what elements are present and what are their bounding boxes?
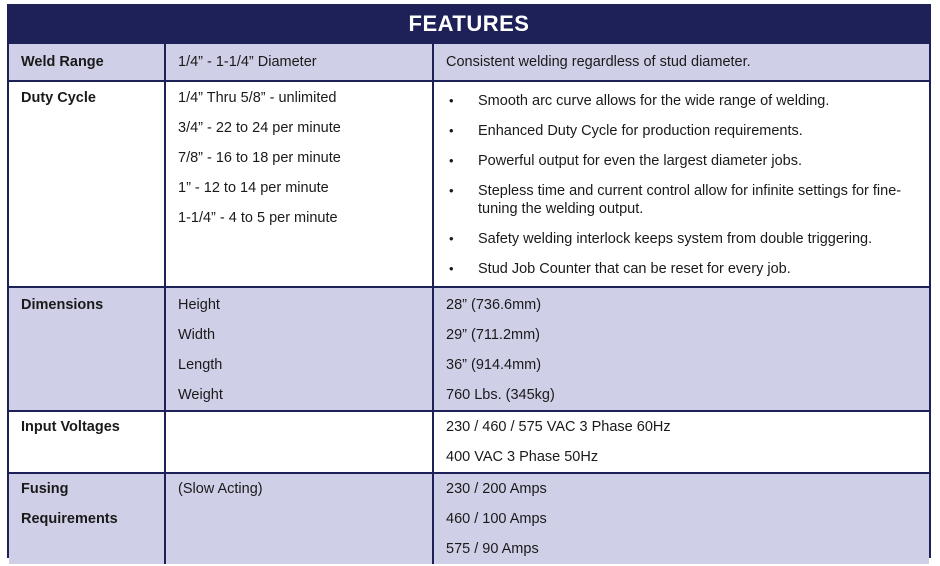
bullet-icon: • (449, 261, 454, 276)
feature-item: • Stud Job Counter that can be reset for every job. (449, 261, 791, 277)
weld-range-description: Consistent welding regardless of stud diameter. (433, 44, 929, 81)
fuse-value: 230 / 200 Amps (446, 481, 547, 497)
duty-cycle-label: Duty Cycle (9, 81, 165, 287)
duty-cycle-specs (165, 81, 433, 287)
dimension-value: 760 Lbs. (345kg) (446, 387, 555, 403)
feature-item: • Powerful output for even the largest diameter jobs. (449, 153, 803, 169)
dimension-name: Height (178, 297, 220, 313)
dimension-value: 29” (711.2mm) (446, 327, 541, 343)
spec-table (9, 44, 929, 564)
feature-item: • Smooth arc curve allows for the wide range of welding. (449, 93, 830, 109)
weld-range-spec: 1/4” - 1-1/4” Diameter (165, 44, 433, 81)
dimension-value: 36” (914.4mm) (446, 357, 542, 373)
weld-range-label: Weld Range (9, 44, 165, 81)
bullet-icon: • (449, 183, 454, 198)
dimensions-label: Dimensions (9, 287, 165, 411)
dimension-name: Width (178, 327, 216, 343)
row-fusing-requirements (9, 473, 929, 564)
fuse-value: 460 / 100 Amps (446, 511, 547, 527)
bullet-icon: • (449, 231, 454, 246)
input-voltages-label: Input Voltages (9, 411, 165, 473)
voltage-value: 400 VAC 3 Phase 50Hz (446, 449, 599, 465)
duty-spec-line: 3/4” - 22 to 24 per minute (178, 120, 341, 136)
dimension-value: 28” (736.6mm) (446, 297, 542, 313)
row-weld-range (9, 44, 929, 81)
features-table (7, 4, 931, 558)
fusing-label: Fusing Requirements (9, 473, 165, 564)
features-title: FEATURES (9, 6, 929, 44)
duty-spec-line: 1/4” Thru 5/8” - unlimited (178, 90, 337, 106)
dimension-name: Length (178, 357, 223, 373)
feature-item: • Enhanced Duty Cycle for production requirements. (449, 123, 803, 139)
bullet-icon: • (449, 153, 454, 168)
duty-spec-line: 7/8” - 16 to 18 per minute (178, 150, 341, 166)
row-duty-cycle (9, 81, 929, 287)
row-dimensions (9, 287, 929, 411)
fusing-note: (Slow Acting) (165, 473, 433, 564)
dimensions-values (433, 287, 929, 411)
row-input-voltages (9, 411, 929, 473)
dimensions-names (165, 287, 433, 411)
feature-item: • Stepless time and current control allow for infinite settings for fine-tuning the welding output. (449, 183, 902, 217)
input-voltages-values (433, 411, 929, 473)
duty-cycle-features (433, 81, 929, 287)
fusing-values (433, 473, 929, 564)
feature-list (446, 88, 917, 278)
duty-spec-line: 1-1/4” - 4 to 5 per minute (178, 210, 338, 226)
feature-item: • Safety welding interlock keeps system from double triggering. (449, 231, 873, 247)
voltage-value: 230 / 460 / 575 VAC 3 Phase 60Hz (446, 419, 671, 435)
duty-spec-line: 1” - 12 to 14 per minute (178, 180, 329, 196)
fuse-value: 575 / 90 Amps (446, 541, 539, 557)
bullet-icon: • (449, 93, 454, 108)
input-voltages-empty (165, 411, 433, 473)
dimension-name: Weight (178, 387, 223, 403)
bullet-icon: • (449, 123, 454, 138)
